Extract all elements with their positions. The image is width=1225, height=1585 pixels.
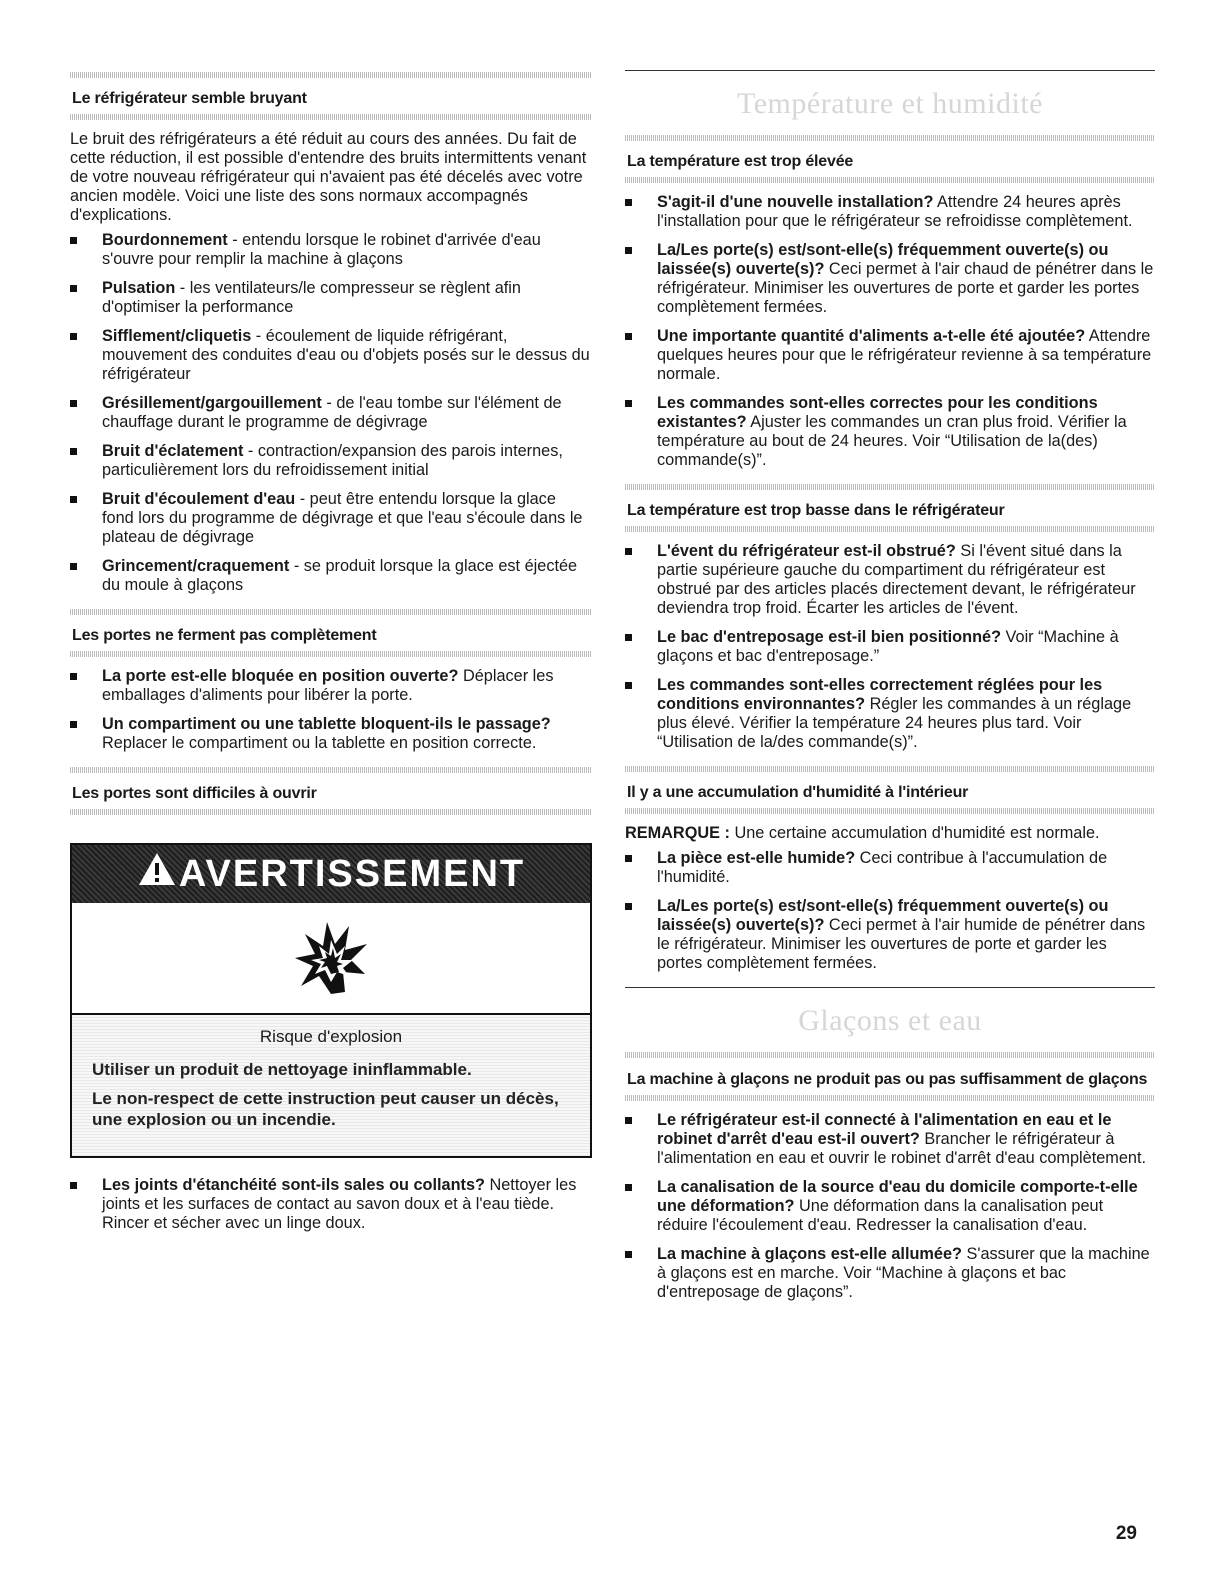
ice-section-title: Glaçons et eau: [798, 1004, 982, 1037]
warning-box: [70, 843, 592, 1158]
item-question: Sifflement/cliquetis: [102, 327, 252, 345]
divider: [70, 809, 592, 815]
list-item: [625, 1178, 1155, 1235]
list-item: [70, 442, 592, 480]
item-question: La machine à glaçons est-elle allumée?: [657, 1245, 962, 1263]
remarque-label: REMARQUE :: [625, 824, 730, 842]
warning-line-2: Le non-respect de cette instruction peut causer un décès, une explosion ou un incendie.: [92, 1089, 559, 1129]
item-question: L'évent du réfrigérateur est-il obstrué?: [657, 542, 956, 560]
temp-high-list: [625, 193, 1155, 470]
item-question: Le réfrigérateur est-il connecté à l'alimentation en eau et le robinet d'arrêt d'eau est-il ouvert?: [657, 1111, 1112, 1148]
humidity-list: [625, 849, 1155, 973]
item-question: Grésillement/gargouillement: [102, 394, 322, 412]
temp-high-heading: La température est trop élevée: [627, 153, 854, 170]
item-text: - les ventilateurs/le compresseur se règlent afin d'optimiser la performance: [102, 279, 521, 316]
item-text: Ceci permet à l'air humide de pénétrer dans le réfrigérateur. Minimiser les ouvertures de porte et garder les portes complètement fermées.: [657, 916, 1146, 972]
item-question: La/Les porte(s) est/sont-elle(s) fréquemment ouverte(s) ou laissée(s) ouverte(s)?: [657, 897, 1109, 934]
doors-close-heading: Les portes ne ferment pas complètement: [72, 627, 377, 644]
divider: [625, 808, 1155, 814]
item-text: - entendu lorsque le robinet d'arrivée d'eau s'ouvre pour remplir la machine à glaçons: [102, 231, 541, 268]
item-text: Nettoyer les joints et les surfaces de contact au savon doux et à l'eau tiède. Rincer et sécher avec un linge doux.: [102, 1176, 577, 1232]
list-item: [70, 715, 592, 753]
warning-triangle-icon: [137, 851, 177, 897]
remarque-note: [625, 824, 1155, 843]
doors-close-list: [70, 667, 592, 753]
item-text: - écoulement de liquide réfrigérant, mouvement des conduites d'eau ou d'objets posés sur le dessus du réfrigérateur: [102, 327, 590, 383]
noise-list: [70, 231, 592, 595]
noise-heading: Le réfrigérateur semble bruyant: [72, 90, 307, 107]
item-text: Ajuster les commandes un cran plus froid. Vérifier la température au bout de 24 heures. Voir “Utilisation de la(des) commande(s)”.: [657, 413, 1127, 469]
list-item: [625, 1245, 1155, 1302]
list-item: [70, 327, 592, 384]
explosion-icon-area: [72, 903, 590, 1015]
list-item: [625, 897, 1155, 973]
item-text: Brancher le réfrigérateur à l'alimentation en eau et ouvrir le robinet d'arrêt d'eau complètement.: [657, 1130, 1146, 1167]
list-item: [625, 849, 1155, 887]
item-text: Attendre 24 heures après l'installation pour que le réfrigérateur se refroidisse complètement.: [657, 193, 1133, 230]
item-question: La porte est-elle bloquée en position ouverte?: [102, 667, 459, 685]
list-item: [625, 628, 1155, 666]
item-question: Un compartiment ou une tablette bloquent-ils le passage?: [102, 715, 551, 733]
item-question: Bruit d'éclatement: [102, 442, 244, 460]
item-text: Une déformation dans la canalisation peut réduire l'écoulement d'eau. Redresser la canalisation d'eau.: [657, 1197, 1104, 1234]
item-question: Le bac d'entreposage est-il bien positionné?: [657, 628, 1002, 646]
list-item: [70, 490, 592, 547]
divider: [625, 1095, 1155, 1101]
item-question: S'agit-il d'une nouvelle installation?: [657, 193, 934, 211]
item-question: Les commandes sont-elles correctes pour les conditions existantes?: [657, 394, 1098, 431]
item-question: Grincement/craquement: [102, 557, 290, 575]
list-item: [70, 394, 592, 432]
item-text: S'assurer que la machine à glaçons est en marche. Voir “Machine à glaçons et bac d'entreposage de glaçons”.: [657, 1245, 1150, 1301]
item-text: Ceci permet à l'air chaud de pénétrer dans le réfrigérateur. Minimiser les ouvertures de porte et garder les portes complètement fermées.: [657, 260, 1154, 316]
item-text: - se produit lorsque la glace est éjectée du moule à glaçons: [102, 557, 578, 594]
item-question: Les joints d'étanchéité sont-ils sales ou collants?: [102, 1176, 485, 1194]
list-item: [625, 1111, 1155, 1168]
left-column: [70, 72, 592, 1243]
item-text: Si l'évent situé dans la partie supérieure gauche du compartiment du réfrigérateur est obstrué par des articles placés directement devant, le réfrigérateur deviendra trop froid. Écarter les articles de l'évent.: [657, 542, 1136, 617]
item-question: Pulsation: [102, 279, 176, 297]
list-item: [70, 1176, 592, 1233]
item-text: Régler les commandes à un réglage plus élevé. Vérifier la température 24 heures plus tard. Voir “Utilisation de la/des commande(s)”.: [657, 695, 1132, 751]
item-question: Bruit d'écoulement d'eau: [102, 490, 296, 508]
warning-title: AVERTISSEMENT: [178, 852, 526, 895]
item-text: Replacer le compartiment ou la tablette en position correcte.: [102, 734, 537, 752]
item-text: - contraction/expansion des parois internes, particulièrement lors du refroidissement initial: [102, 442, 563, 479]
warning-header: [72, 845, 590, 903]
list-item: [625, 394, 1155, 470]
list-item: [70, 667, 592, 705]
warning-line-1: Utiliser un produit de nettoyage ininflammable.: [92, 1060, 472, 1079]
list-item: [625, 193, 1155, 231]
explosion-icon: [291, 916, 371, 1001]
item-text: - de l'eau tombe sur l'élément de chauffage durant le programme de dégivrage: [102, 394, 562, 431]
seal-list: [70, 1176, 592, 1233]
list-item: [70, 231, 592, 269]
doors-open-heading: Les portes sont difficiles à ouvrir: [72, 785, 317, 802]
noise-intro: Le bruit des réfrigérateurs a été réduit au cours des années. Du fait de cette réduction, il est possible d'entendre des bruits intermittents venant de votre nouveau réfrigérateur qui n'avaient pas été décelés avec votre ancien modèle. Voici une liste des sons normaux accompagnés d'explications.: [70, 130, 587, 224]
ice-list: [625, 1111, 1155, 1302]
item-text: Attendre quelques heures pour que le réfrigérateur revienne à sa température normale.: [657, 327, 1152, 383]
item-text: Ceci contribue à l'accumulation de l'humidité.: [657, 849, 1108, 886]
divider: [625, 526, 1155, 532]
item-text: - peut être entendu lorsque la glace fond lors du programme de dégivrage et que l'eau s'écoule dans le plateau de dégivrage: [102, 490, 583, 546]
page-number: 29: [1115, 1523, 1137, 1544]
item-text: Voir “Machine à glaçons et bac d'entreposage.”: [657, 628, 1119, 665]
divider: [625, 177, 1155, 183]
list-item: [625, 241, 1155, 317]
list-item: [625, 327, 1155, 384]
remarque-text: Une certaine accumulation d'humidité est normale.: [729, 824, 1100, 842]
ice-heading: La machine à glaçons ne produit pas ou pas suffisamment de glaçons: [627, 1071, 1148, 1088]
divider: [70, 651, 592, 657]
temp-low-list: [625, 542, 1155, 752]
list-item: [70, 279, 592, 317]
list-item: [70, 557, 592, 595]
temp-low-heading: La température est trop basse dans le réfrigérateur: [627, 502, 1005, 519]
item-question: Les commandes sont-elles correctement réglées pour les conditions environnantes?: [657, 676, 1103, 713]
warning-body: [72, 1015, 590, 1156]
item-text: Déplacer les emballages d'aliments pour libérer la porte.: [102, 667, 554, 704]
list-item: [625, 542, 1155, 618]
right-column: [625, 70, 1155, 1312]
item-question: La/Les porte(s) est/sont-elle(s) fréquemment ouverte(s) ou laissée(s) ouverte(s)?: [657, 241, 1109, 278]
temp-section-title: Température et humidité: [737, 87, 1043, 120]
item-question: Bourdonnement: [102, 231, 228, 249]
warning-risk: Risque d'explosion: [259, 1027, 403, 1046]
item-question: La pièce est-elle humide?: [657, 849, 856, 867]
humidity-heading: Il y a une accumulation d'humidité à l'intérieur: [627, 784, 969, 801]
item-question: Une importante quantité d'aliments a-t-elle été ajoutée?: [657, 327, 1086, 345]
item-question: La canalisation de la source d'eau du domicile comporte-t-elle une déformation?: [657, 1178, 1138, 1215]
list-item: [625, 676, 1155, 752]
divider: [70, 114, 592, 120]
